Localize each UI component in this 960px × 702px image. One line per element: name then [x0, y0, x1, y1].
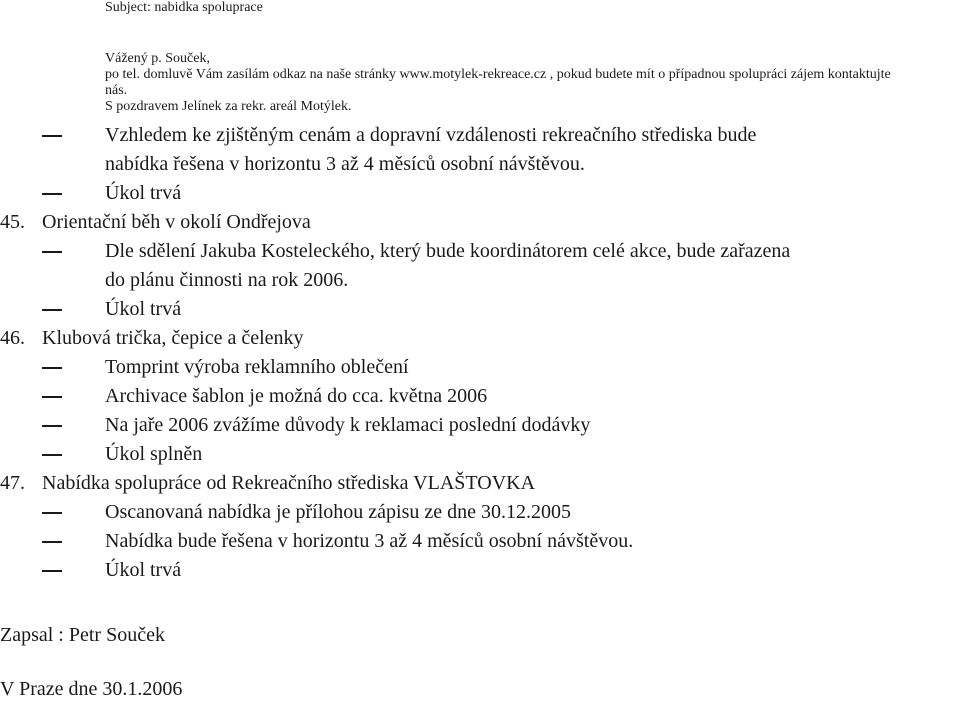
- item-text: nabídka řešena v horizontu 3 až 4 měsíců osobní návštěvou.: [105, 153, 585, 175]
- agenda-item-46: [0, 324, 960, 353]
- dash-bullet: [42, 135, 62, 137]
- list-item-status: [0, 556, 960, 585]
- email-text-line: po tel. domluvě Vám zasílám odkaz na naše stránky www.motylek-rekreace.cz , pokud budete mít o případnou spolupráci zájem kontaktujte: [105, 67, 891, 82]
- recorded-by: Zapsal : Petr Souček: [0, 624, 165, 646]
- meeting-minutes: [0, 121, 960, 585]
- dash-bullet: [42, 570, 62, 572]
- agenda-item-47: [0, 469, 960, 498]
- item-text: Tomprint výroba reklamního oblečení: [105, 356, 409, 378]
- dash-bullet: [42, 541, 62, 543]
- dash-bullet: [42, 425, 62, 427]
- list-item: [0, 382, 960, 411]
- email-subject: Subject: nabidka spoluprace: [105, 0, 263, 15]
- item-title: Orientační běh v okolí Ondřejova: [42, 211, 311, 233]
- item-title: Nabídka spolupráce od Rekreačního střediska VLAŠTOVKA: [42, 472, 536, 494]
- list-item-status: [0, 295, 960, 324]
- email-text-line: nás.: [105, 83, 128, 98]
- item-text: Dle sdělení Jakuba Kosteleckého, který bude koordinátorem celé akce, bude zařazena: [105, 240, 791, 262]
- list-item: [0, 121, 960, 150]
- agenda-item-45: [0, 208, 960, 237]
- dash-bullet: [42, 367, 62, 369]
- item-title: Klubová trička, čepice a čelenky: [42, 327, 304, 349]
- dash-bullet: [42, 309, 62, 311]
- list-item-status: [0, 179, 960, 208]
- item-text: Vzhledem ke zjištěným cenám a dopravní vzdálenosti rekreačního střediska bude: [105, 124, 757, 146]
- item-number: 45.: [0, 211, 25, 233]
- item-text: Na jaře 2006 zvážíme důvody k reklamaci poslední dodávky: [105, 414, 591, 436]
- item-text: Oscanovaná nabídka je přílohou zápisu ze dne 30.12.2005: [105, 501, 571, 523]
- item-number: 47.: [0, 472, 25, 494]
- list-item-status: [0, 440, 960, 469]
- dash-bullet: [42, 454, 62, 456]
- list-item: [0, 411, 960, 440]
- task-status: Úkol trvá: [105, 182, 182, 204]
- place-and-date: V Praze dne 30.1.2006: [0, 678, 183, 700]
- item-number: 46.: [0, 327, 25, 349]
- item-text: do plánu činnosti na rok 2006.: [105, 269, 349, 291]
- email-signature: S pozdravem Jelínek za rekr. areál Motýlek.: [105, 99, 352, 114]
- dash-bullet: [42, 251, 62, 253]
- list-item-continuation: [0, 150, 960, 179]
- task-status: Úkol trvá: [105, 559, 182, 581]
- email-greeting: Vážený p. Souček,: [105, 51, 210, 66]
- dash-bullet: [42, 512, 62, 514]
- dash-bullet: [42, 396, 62, 398]
- list-item: [0, 353, 960, 382]
- item-text: Nabídka bude řešena v horizontu 3 až 4 měsíců osobní návštěvou.: [105, 530, 634, 552]
- task-status: Úkol splněn: [105, 443, 203, 465]
- email-body: [105, 51, 945, 115]
- task-status: Úkol trvá: [105, 298, 182, 320]
- list-item: [0, 527, 960, 556]
- list-item: [0, 498, 960, 527]
- dash-bullet: [42, 193, 62, 195]
- list-item: [0, 237, 960, 266]
- list-item-continuation: [0, 266, 960, 295]
- item-text: Archivace šablon je možná do cca. května 2006: [105, 385, 488, 407]
